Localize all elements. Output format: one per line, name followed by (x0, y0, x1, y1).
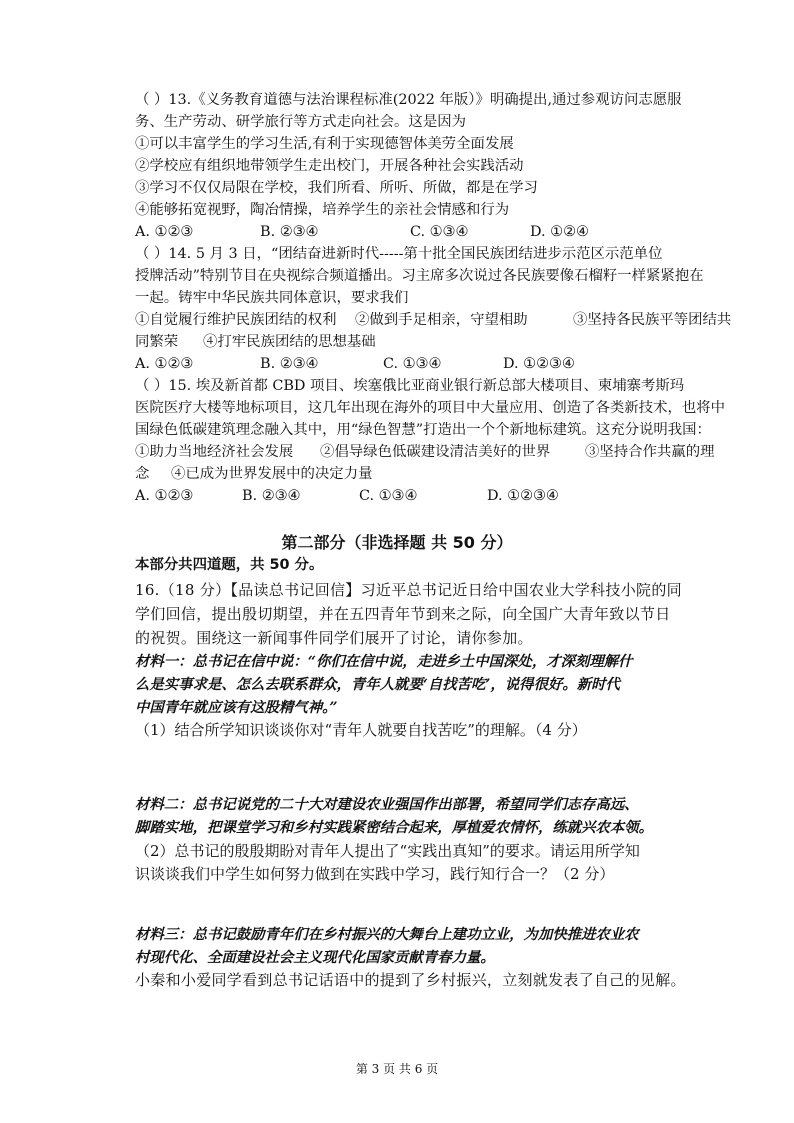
q13-statement-3: ③学习不仅仅局限在学校，我们所看、所听、所做，都是在学习 (135, 180, 538, 196)
q15-statement-2: ②倡导绿色低碳建设清洁美好的世界 (320, 444, 551, 460)
q13-options (135, 222, 735, 242)
q15-statement-1: ①助力当地经济社会发展 (135, 444, 294, 460)
q16-material3-line2: 村现代化、全面建设社会主义现代化国家贡献青春力量。 (135, 949, 495, 966)
q14-statement-4: ④打牢民族团结的思想基础 (203, 334, 376, 350)
q16-material1-line1: 材料一：总书记在信中说：“你们在信中说，走进乡土中国深处，才深刻理解什 (135, 653, 633, 670)
q15-stem-line3: 国绿色低碳建筑理念融入其中，用“绿色智慧”打造出一个个新地标建筑。这充分说明我国： (135, 422, 711, 438)
q13-option-a: A. ①②③ (135, 224, 194, 240)
q16-intro-line2: 学们回信，提出殷切期望，并在五四青年节到来之际，向全国广大青年致以节日 (135, 605, 671, 623)
q15-statement-3: ③坚持合作共赢的理 (585, 444, 715, 460)
part2-intro: 本部分共四道题，共 50 分。 (135, 557, 324, 573)
q13-option-b: B. ②③④ (260, 224, 319, 240)
q14-stem-line2: 授牌活动”特别节目在央视综合频道播出。习主席多次说过各民族要像石榴籽一样紧紧抱在 (135, 268, 704, 284)
q14-statement-3: ③坚持各民族平等团结共 (573, 312, 732, 328)
q14-statement-3-cont: 同繁荣 (135, 334, 179, 350)
q16-intro-line1: 16.（18 分）【品读总书记回信】习近平总书记近日给中国农业大学科技小院的同 (135, 581, 682, 599)
q14-option-c: C. ①③④ (383, 356, 442, 372)
q14-statement-1: ①自觉履行维护民族团结的权利 (135, 312, 337, 328)
q13-stem-line2: 务、生产劳动、研学旅行等方式走向社会。这是因为 (135, 114, 466, 130)
q14-stem-line1: （ ）14. 5 月 3 日，“团结奋进新时代-----第十批全国民族团结进步示范区示范单位 (135, 246, 663, 262)
q15-option-b: B. ②③④ (242, 488, 301, 504)
q16-subquestion-2-line1: （2）总书记的殷殷期盼对青年人提出了“实践出真知”的要求。请运用所学知 (135, 842, 640, 860)
q16-subquestion-2-line2: 识谈谈我们中学生如何努力做到在实践中学习，践行知行合一？（2 分） (135, 865, 615, 883)
q14-statement-2: ②做到手足相亲，守望相助 (355, 312, 528, 328)
q16-material2-line1: 材料二：总书记说党的二十大对建设农业强国作出部署，希望同学们志存高远、 (135, 796, 639, 813)
q15-option-c: C. ①③④ (359, 488, 418, 504)
q16-material2-line2: 脚踏实地，把课堂学习和乡村实践紧密结合起来，厚植爱农情怀，练就兴农本领。 (135, 819, 654, 836)
q16-intro-line3: 的祝贺。围绕这一新闻事件同学们展开了讨论，请你参加。 (135, 629, 533, 647)
q15-statement-3-cont: 念 (135, 466, 150, 482)
q15-options (135, 486, 735, 506)
q14-statements-row1 (135, 310, 735, 330)
part2-title: 第二部分（非选择题 共 50 分） (281, 533, 513, 552)
q15-option-a: A. ①②③ (135, 488, 194, 504)
q16-material3-line3: 小秦和小爱同学看到总书记话语中的提到了乡村振兴，立刻就发表了自己的见解。 (135, 971, 686, 989)
q15-statement-4: ④已成为世界发展中的决定力量 (171, 466, 373, 482)
q15-stem-line2: 医院医疗大楼等地标项目，这几年出现在海外的项目中大量应用、创造了各类新技术，也将中 (135, 400, 726, 416)
q13-stem-line1: （ ）13.《义务教育道德与法治课程标准(2022 年版）》明确提出,通过参观访问志愿服 (135, 92, 682, 108)
q16-material1-line2: 么是实事求是、怎么去联系群众，青年人就要‘自找苦吃’，说得很好。新时代 (135, 676, 620, 693)
q13-statement-4: ④能够拓宽视野，陶冶情操，培养学生的亲社会情感和行为 (135, 202, 510, 218)
q13-option-d: D. ①②④ (530, 224, 589, 240)
q13-option-c: C. ①③④ (410, 224, 469, 240)
q14-stem-line3: 一起。铸牢中华民族共同体意识，要求我们 (135, 290, 409, 306)
q16-material3-line1: 材料三：总书记鼓励青年们在乡村振兴的大舞台上建功立业，为加快推进农业农 (135, 926, 639, 943)
q14-statements-row2 (135, 332, 735, 352)
q16-material1-line3: 中国青年就应该有这股精气神。” (135, 699, 338, 716)
q15-option-d: D. ①②③④ (487, 488, 559, 504)
q14-option-b: B. ②③④ (260, 356, 319, 372)
q14-options (135, 354, 735, 374)
q13-statement-2: ②学校应有组织地带领学生走出校门，开展各种社会实践活动 (135, 158, 524, 174)
q15-stem-line1: （ ）15. 埃及新首都 CBD 项目、埃塞俄比亚商业银行新总部大楼项目、柬埔寨考斯玛 (135, 378, 685, 394)
q16-subquestion-1: （1）结合所学知识谈谈你对“青年人就要自找苦吃”的理解。（4 分） (135, 721, 587, 739)
page-footer: 第 3 页 共 6 页 (355, 1062, 439, 1076)
q15-statements-row2 (135, 464, 735, 484)
q14-option-d: D. ①②③④ (503, 356, 575, 372)
q13-statement-1: ①可以丰富学生的学习生活,有利于实现德智体美劳全面发展 (135, 136, 514, 152)
q14-option-a: A. ①②③ (135, 356, 194, 372)
q15-statements-row1 (135, 442, 735, 462)
